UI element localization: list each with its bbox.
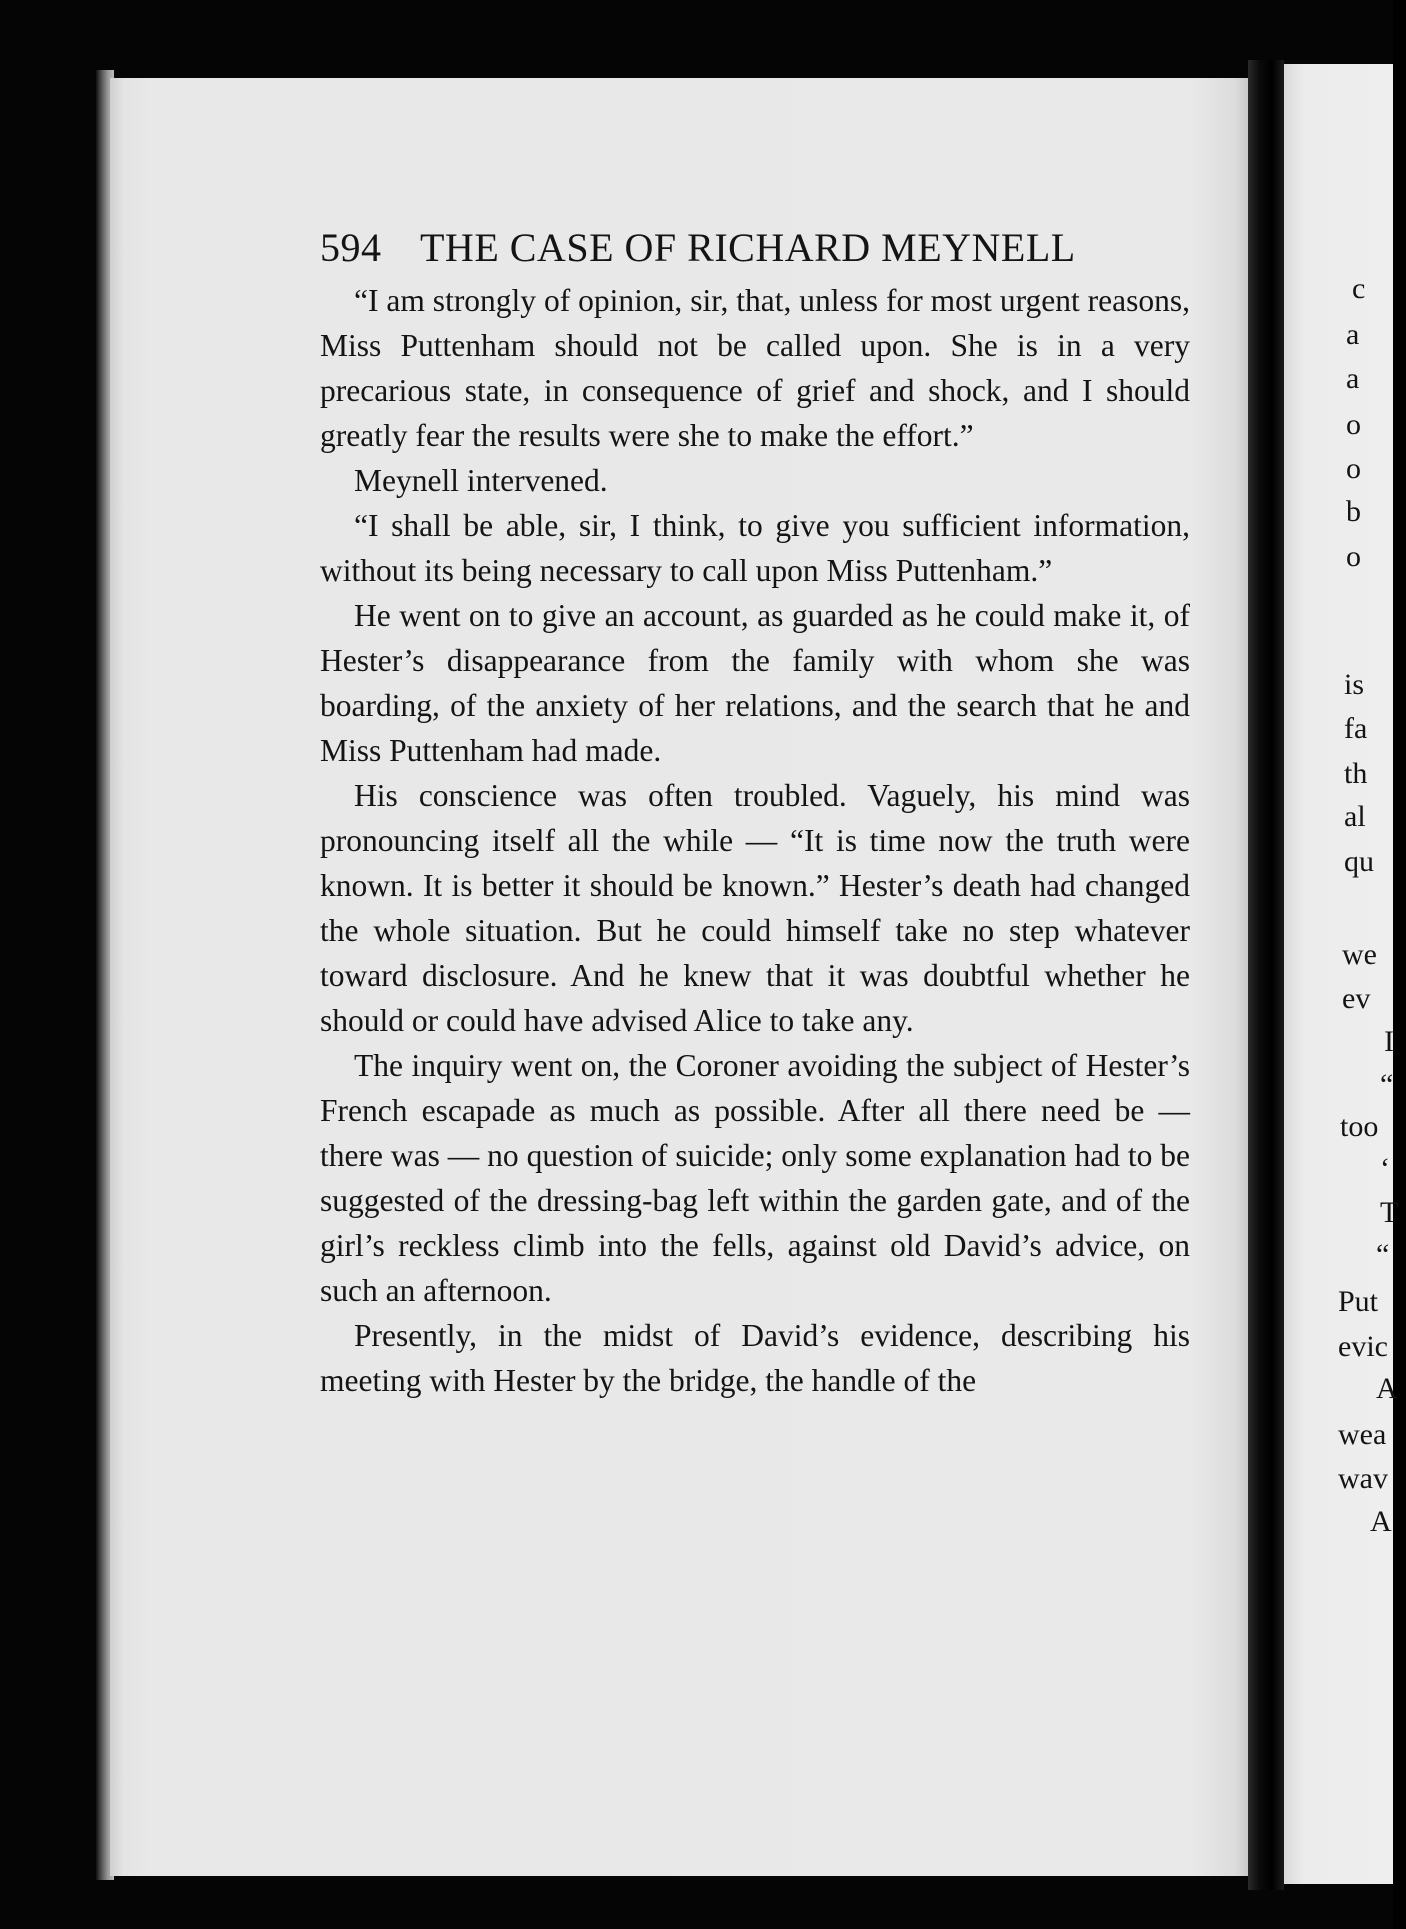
- paragraph: “I am strongly of opinion, sir, that, unless for most urgent reasons, Miss Puttenham should not be called upon. She is in a very precarious state, in consequence of grief and shock, and I should greatly fear the results were she to make the effort.”: [320, 283, 1190, 453]
- fragment: is: [1344, 668, 1365, 701]
- fragment: ‘: [1380, 1152, 1390, 1185]
- book-gutter: [1248, 60, 1284, 1890]
- fragment: a: [1346, 362, 1360, 395]
- running-head: [320, 218, 1190, 278]
- fragment: ev: [1342, 982, 1371, 1015]
- fragment: fa: [1344, 712, 1368, 745]
- paragraph: He went on to give an account, as guarded as he could make it, of Hester’s disappearance from the family with whom she was boarding, of the anxiety of her relations, and the search that he and Miss Puttenham had made.: [320, 598, 1190, 768]
- fragment: qu: [1344, 845, 1374, 878]
- fragment: “: [1380, 1068, 1394, 1101]
- fragment: wea: [1338, 1418, 1387, 1451]
- fragment: o: [1346, 540, 1361, 573]
- fragment: b: [1346, 495, 1361, 528]
- fragment: al: [1344, 800, 1366, 833]
- body-text: [320, 278, 1190, 1403]
- fragment: too: [1340, 1110, 1379, 1143]
- fragment: o: [1346, 408, 1361, 441]
- fragment: T: [1380, 1196, 1399, 1229]
- paragraph: “I shall be able, sir, I think, to give you sufficient information, without its being necessary to call upon Miss Puttenham.”: [320, 508, 1190, 588]
- fragment: a: [1346, 318, 1360, 351]
- fragment: c: [1352, 272, 1366, 305]
- fragment: I: [1384, 1025, 1394, 1058]
- fragment: evic: [1338, 1330, 1388, 1363]
- fragment: Put: [1338, 1285, 1379, 1318]
- fragment: A: [1370, 1505, 1392, 1538]
- paragraph: His conscience was often troubled. Vaguely, his mind was pronouncing itself all the while — “It is time now the truth were known. It is better it should be known.” Hester’s death had changed the whole situation. But he could himself take no step whatever toward disclosure. And he knew that it was doubtful whether he should or could have advised Alice to take any.: [320, 778, 1190, 1038]
- fragment: A: [1376, 1372, 1398, 1405]
- fragment: we: [1342, 938, 1377, 971]
- facing-page-text-fragments: [1338, 0, 1406, 1929]
- page-content: [320, 218, 1190, 1403]
- running-title: THE CASE OF RICHARD MEYNELL: [420, 225, 1076, 270]
- fragment: “: [1376, 1238, 1390, 1271]
- page-number: 594: [320, 225, 382, 270]
- paragraph: Meynell intervened.: [354, 463, 608, 498]
- fragment: th: [1344, 757, 1368, 790]
- paragraph: The inquiry went on, the Coroner avoiding the subject of Hester’s French escapade as much as possible. After all there need be — there was — no question of suicide; only some explanation had to be suggested of the dressing-bag left within the garden gate, and of the girl’s reckless climb into the fells, against old David’s advice, on such an afternoon.: [320, 1048, 1190, 1308]
- paragraph: Presently, in the midst of David’s evidence, describing his meeting with Hester by the bridge, the handle of the: [320, 1318, 1190, 1398]
- fragment: wav: [1338, 1462, 1388, 1495]
- fragment: o: [1346, 452, 1361, 485]
